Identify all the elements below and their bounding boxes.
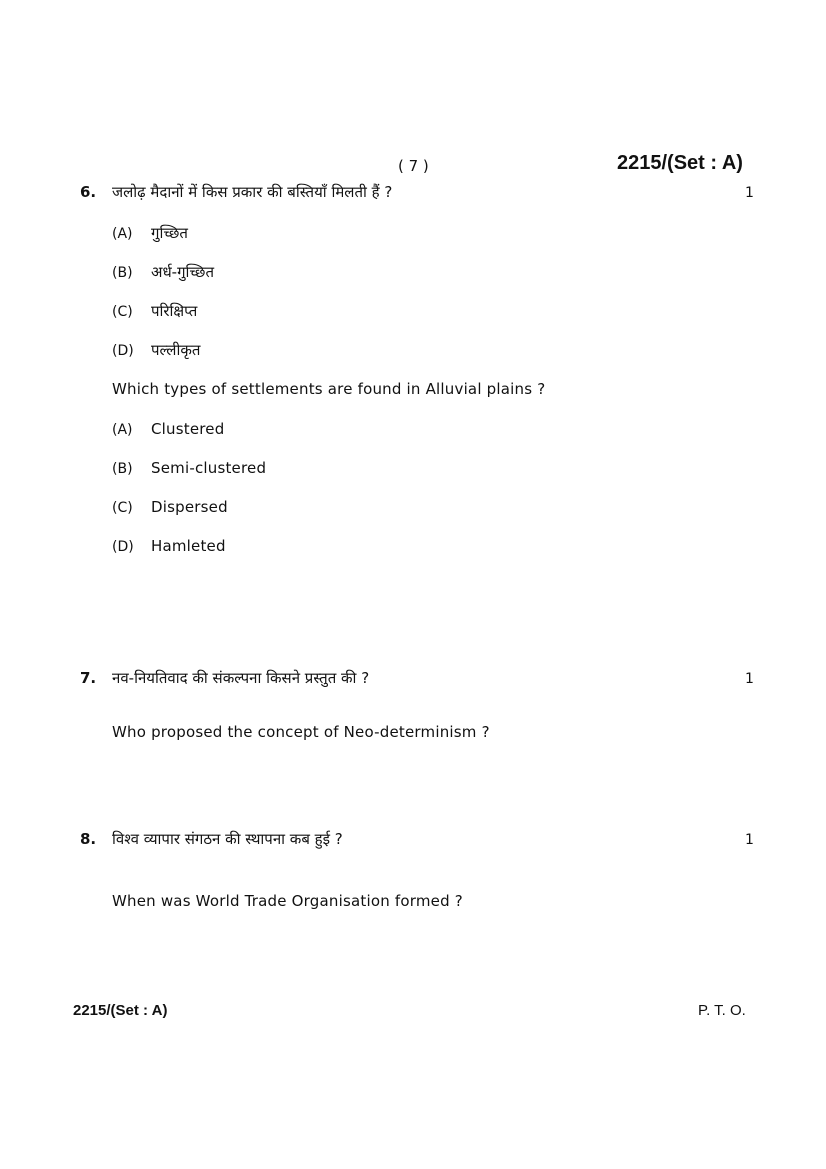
q6-english-option-a-label: (A) (112, 422, 133, 438)
question-7-hindi-text: नव-नियतिवाद की संकल्पना किसने प्रस्तुत की ? (112, 669, 370, 687)
q6-english-option-b-label: (B) (112, 461, 133, 477)
paper-code-header: 2215/(Set : A) (617, 152, 743, 174)
q6-hindi-option-d-text: पल्लीकृत (151, 341, 201, 359)
q6-hindi-option-a-label: (A) (112, 226, 133, 242)
question-8-number: 8. (80, 830, 97, 848)
q6-english-option-a-text: Clustered (151, 420, 225, 438)
q6-hindi-option-c-text: परिक्षिप्त (151, 302, 198, 320)
pto-label: P. T. O. (698, 1002, 746, 1019)
q6-hindi-option-c-label: (C) (112, 304, 133, 320)
question-8-english-text: When was World Trade Organisation formed ? (112, 892, 463, 910)
q6-hindi-option-d-label: (D) (112, 343, 134, 359)
page-number: ( 7 ) (398, 157, 429, 175)
question-8-marks: 1 (745, 832, 754, 848)
q6-hindi-option-b-text: अर्ध-गुच्छित (151, 263, 215, 281)
q6-english-option-b-text: Semi-clustered (151, 459, 267, 477)
question-7-number: 7. (80, 669, 97, 687)
q6-english-option-d-text: Hamleted (151, 537, 226, 555)
q6-english-option-c-text: Dispersed (151, 498, 228, 516)
q6-english-option-c-label: (C) (112, 500, 133, 516)
question-6-marks: 1 (745, 185, 754, 201)
question-7-marks: 1 (745, 671, 754, 687)
question-6-hindi-text: जलोढ़ मैदानों में किस प्रकार की बस्तियाँ मिलती हैं ? (112, 183, 393, 201)
question-7-english-text: Who proposed the concept of Neo-determinism ? (112, 723, 490, 741)
question-8-hindi-text: विश्व व्यापार संगठन की स्थापना कब हुई ? (112, 830, 343, 848)
q6-hindi-option-b-label: (B) (112, 265, 133, 281)
question-6-number: 6. (80, 183, 97, 201)
paper-code-footer: 2215/(Set : A) (73, 1002, 168, 1019)
question-6-english-text: Which types of settlements are found in Alluvial plains ? (112, 380, 546, 398)
q6-hindi-option-a-text: गुच्छित (151, 224, 188, 242)
q6-english-option-d-label: (D) (112, 539, 134, 555)
